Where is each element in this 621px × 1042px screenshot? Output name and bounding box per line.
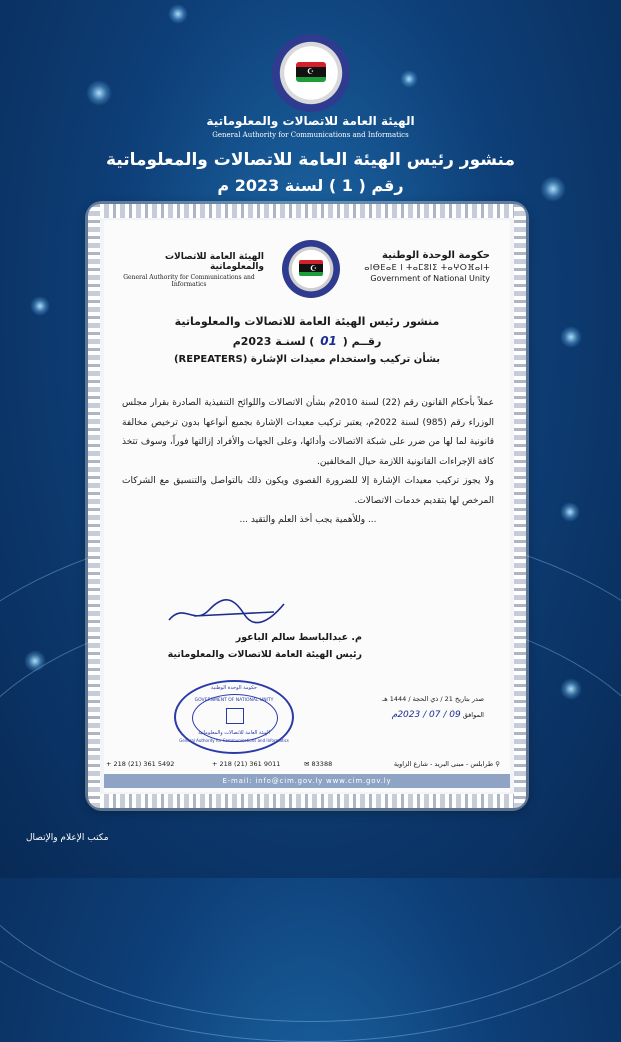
page-title: منشور رئيس الهيئة العامة للاتصالات والمعلوماتية <box>105 150 516 170</box>
stamp-top-en: GOVERNMENT OF NATIONAL UNITY <box>194 698 274 703</box>
letterhead-government <box>360 250 490 283</box>
issue-date-gregorian <box>392 710 484 720</box>
libya-flag-icon <box>299 260 323 276</box>
document-number <box>104 334 510 348</box>
signatory-title: رئيس الهيئة العامة للاتصالات والمعلوماتية <box>167 649 362 660</box>
letterhead-authority-en: General Authority for Communications and Informatics <box>123 274 255 288</box>
document-title: منشور رئيس الهيئة العامة للاتصالات والمعلوماتية <box>174 315 440 328</box>
government-name-tifinagh: ⴰⵏⴱⴹⴰⴹ ⵏ ⵜⴰⵎⵓⵏⵉ ⵜⴰⵖⵔⴼⴰⵏⵜ <box>364 263 490 272</box>
document-frame <box>88 204 526 808</box>
light-dot <box>86 80 112 106</box>
signatory-name: م. عبدالباسط سالم الباعور <box>235 632 362 643</box>
authority-name-ar: الهيئة العامة للاتصالات والمعلوماتية <box>206 114 415 128</box>
stamp-bottom-en: General Authority for Communications and Informatics <box>179 738 289 743</box>
page-subtitle: رقم ( 1 ) لسنة 2023 م <box>217 176 404 195</box>
stamp-bottom-ar: الهيئة العامة للاتصالات والمعلوماتية <box>198 730 270 736</box>
signature <box>164 592 304 632</box>
paragraph: عملاً بأحكام القانون رقم (22) لسنة 2010م بشأن الاتصالات واللوائح التنفيذية الصادرة بقرار مجلس الوزراء رقم (985) لسنة 2022م، يعتبر تركيب معيدات الإشارة بجميع أنواعها بدون ترخيص مخالفة قانونية لما لها من ضرر على شبكة الاتصالات وأدائها، وعلى الجهات والأفراد إزالتها فوراً، وسوف تتخذ كافة الإجراءات القانونية اللازمة حيال المخالفين. <box>122 398 495 467</box>
light-dot <box>400 70 418 88</box>
government-name-en: Government of National Unity <box>370 274 490 283</box>
libya-flag-icon <box>296 62 326 82</box>
frame-border <box>88 204 526 218</box>
document-sheet <box>104 220 510 792</box>
phone-1: + 218 (21) 361 5492 <box>106 760 175 768</box>
document-subject: بشأن تركيب واستخدام معيدات الإشارة (REPEATERS) <box>173 354 441 365</box>
number-value: 01 <box>320 334 337 348</box>
issue-date-hijri: صدر بتاريخ 21 / ذي الحجة / 1444 هـ <box>382 695 484 703</box>
frame-border <box>514 204 526 808</box>
location-icon: ⚲ <box>495 760 500 768</box>
closing-line: ... وللأهمية يجب أخذ العلم والتقيد ... <box>239 515 377 525</box>
authority-name-en: General Authority for Communications and Informatics <box>212 131 409 139</box>
stamp-emblem-icon <box>226 708 244 724</box>
address <box>394 760 500 768</box>
po-box <box>304 760 332 768</box>
email-web-bar: E-mail: info@cim.gov.ly www.cim.gov.ly <box>104 774 510 788</box>
light-dot <box>560 678 582 700</box>
document-body <box>122 394 494 531</box>
contact-footer <box>104 758 510 774</box>
authority-seal-icon <box>282 240 340 298</box>
stamp-top-ar: حكومة الوحدة الوطنية <box>211 685 257 691</box>
light-dot <box>560 502 580 522</box>
frame-border <box>88 794 526 808</box>
government-name-ar: حكومة الوحدة الوطنية <box>382 250 490 261</box>
date-value: 09 / 07 / 2023م <box>391 710 461 720</box>
date-prefix: الموافق <box>462 711 484 719</box>
number-prefix: رقــم ( <box>342 335 382 348</box>
light-dot <box>168 4 188 24</box>
paragraph: ولا يجوز تركيب معيدات الإشارة إلا للضرورة القصوى ويكون ذلك بالتواصل والتنسيق مع الشركات المرخص لها بتقديم خدمات الاتصالات. <box>122 476 494 506</box>
phone-2: + 218 (21) 361 9011 <box>212 760 281 768</box>
number-suffix: ) لسنـة 2023م <box>232 335 315 348</box>
mail-icon: ✉ <box>304 760 310 768</box>
letterhead-authority-ar: الهيئة العامة للاتصالات والمعلوماتية <box>164 252 264 272</box>
letterhead-authority <box>114 252 264 288</box>
light-dot <box>30 296 50 316</box>
frame-border <box>88 204 100 808</box>
credit-line: مكتب الإعلام والإتصال <box>26 833 109 843</box>
authority-logo <box>272 34 350 112</box>
po-box-text: 83388 <box>311 760 333 768</box>
light-dot <box>560 326 582 348</box>
light-dot <box>24 650 46 672</box>
official-stamp <box>174 680 294 754</box>
address-text: طرابلس - مبنى البريد - شارع الزاوية <box>393 760 494 768</box>
